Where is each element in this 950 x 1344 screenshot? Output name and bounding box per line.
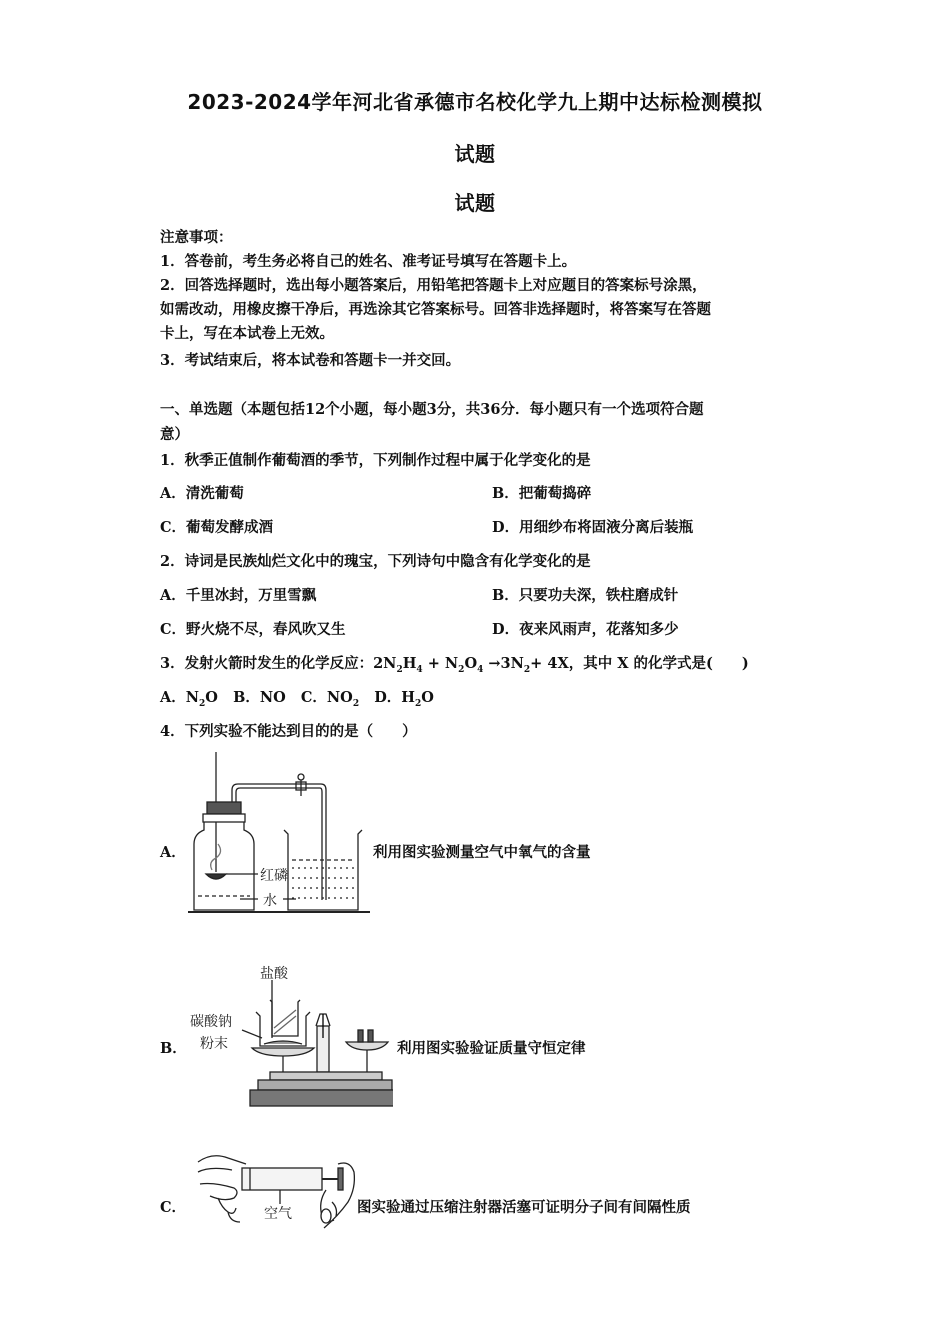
question-1-option-c: C．葡萄发酵成酒: [160, 519, 274, 536]
question-3-option-d: [374, 689, 434, 709]
option-text: D．H: [374, 689, 416, 706]
option-text: O: [421, 689, 434, 706]
water-label: 水: [263, 893, 277, 909]
section-heading-cont: 意）: [160, 426, 189, 443]
question-1-stem: 1．秋季正值制作葡萄酒的季节，下列制作过程中属于化学变化的是: [160, 452, 591, 469]
mass-conservation-balance-figure: [188, 958, 393, 1112]
eq-subscript: 2: [396, 664, 403, 675]
option-text: C．NO: [300, 689, 353, 706]
eq-part: + 4X: [530, 655, 569, 672]
notice-heading: 注意事项：: [160, 229, 233, 246]
stem-prefix: 3．发射火箭时发生的化学反应：: [160, 655, 374, 672]
air-label: 空气: [264, 1206, 292, 1222]
page-title: 2023-2024学年河北省承德市名校化学九上期中达标检测模拟: [187, 90, 763, 114]
question-1-option-b: B．把葡萄捣碎: [492, 485, 592, 502]
question-1-option-d: D．用细纱布将固液分离后装瓶: [492, 519, 694, 536]
eq-subscript: 4: [477, 664, 484, 675]
red-phosphorus-label: 红磷: [260, 868, 288, 884]
page-title-line2: 试题: [454, 142, 496, 166]
stem-suffix: ，其中 X 的化学式是( ): [568, 655, 749, 672]
notice-item-3: 3．考试结束后，将本试卷和答题卡一并交回。: [160, 352, 461, 369]
page-subtitle: 试题: [454, 191, 496, 215]
question-4-option-a-label: A．: [160, 844, 186, 861]
question-4-option-a-text: 利用图实验测量空气中氧气的含量: [373, 844, 591, 861]
option-text: O: [205, 689, 218, 706]
notice-item-2-cont: 如需改动，用橡皮擦干净后，再选涂其它答案标号。回答非选择题时，将答案写在答题: [160, 301, 711, 318]
question-2-option-c: C．野火烧不尽，春风吹又生: [160, 621, 346, 638]
question-3-options: [160, 688, 434, 708]
notice-item-2: 2．回答选择题时，选出每小题答案后，用铅笔把答题卡上对应题目的答案标号涂黑，: [160, 277, 707, 294]
question-4-option-c-label: C．: [160, 1199, 187, 1216]
question-1-option-a: A．清洗葡萄: [160, 485, 244, 502]
option-subscript: 2: [352, 698, 360, 709]
notice-item-2-end: 卡上，写在本试卷上无效。: [160, 325, 334, 342]
eq-subscript: 4: [416, 664, 423, 675]
powder-label: 粉末: [200, 1036, 228, 1052]
question-2-stem: 2．诗词是民族灿烂文化中的瑰宝，下列诗句中隐含有化学变化的是: [160, 553, 591, 570]
option-subscript: 2: [415, 698, 422, 709]
eq-subscript: 2: [523, 664, 531, 675]
question-2-option-a: A．千里冰封，万里雪飘: [160, 587, 317, 604]
question-2-option-d: D．夜来风雨声，花落知多少: [492, 621, 679, 638]
eq-subscript: 2: [458, 664, 465, 675]
oxygen-measurement-apparatus-figure: [188, 752, 373, 917]
question-2-option-b: B．只要功夫深，铁柱磨成针: [492, 587, 679, 604]
question-4-option-b-text: 利用图实验验证质量守恒定律: [397, 1040, 586, 1057]
hydrochloric-acid-label: 盐酸: [260, 966, 288, 982]
notice-item-1: 1．答卷前，考生务必将自己的姓名、准考证号填写在答题卡上。: [160, 253, 577, 270]
eq-part: O: [464, 655, 478, 672]
section-heading: 一、单选题（本题包括12个小题，每小题3分，共36分．每小题只有一个选项符合题: [160, 401, 704, 418]
question-3-option-b: B．NO: [233, 689, 286, 706]
syringe-compression-figure: [188, 1142, 358, 1232]
chemical-equation: [373, 655, 569, 675]
sodium-carbonate-label: 碳酸钠: [190, 1014, 232, 1030]
eq-part: →3N: [483, 655, 524, 672]
eq-part: H: [402, 655, 417, 672]
question-4-stem: 4．下列实验不能达到目的的是（ ）: [160, 723, 417, 740]
question-4-option-b-label: B．: [160, 1040, 187, 1057]
eq-part: + N: [422, 655, 459, 672]
question-4-option-c-text: 图实验通过压缩注射器活塞可证明分子间有间隔性质: [357, 1199, 691, 1216]
question-3-option-a: [160, 689, 218, 709]
option-text: A．N: [160, 689, 200, 706]
question-3-stem: [160, 654, 749, 674]
eq-part: 2N: [373, 655, 397, 672]
question-3-option-c: [300, 689, 360, 709]
option-subscript: 2: [199, 698, 206, 709]
